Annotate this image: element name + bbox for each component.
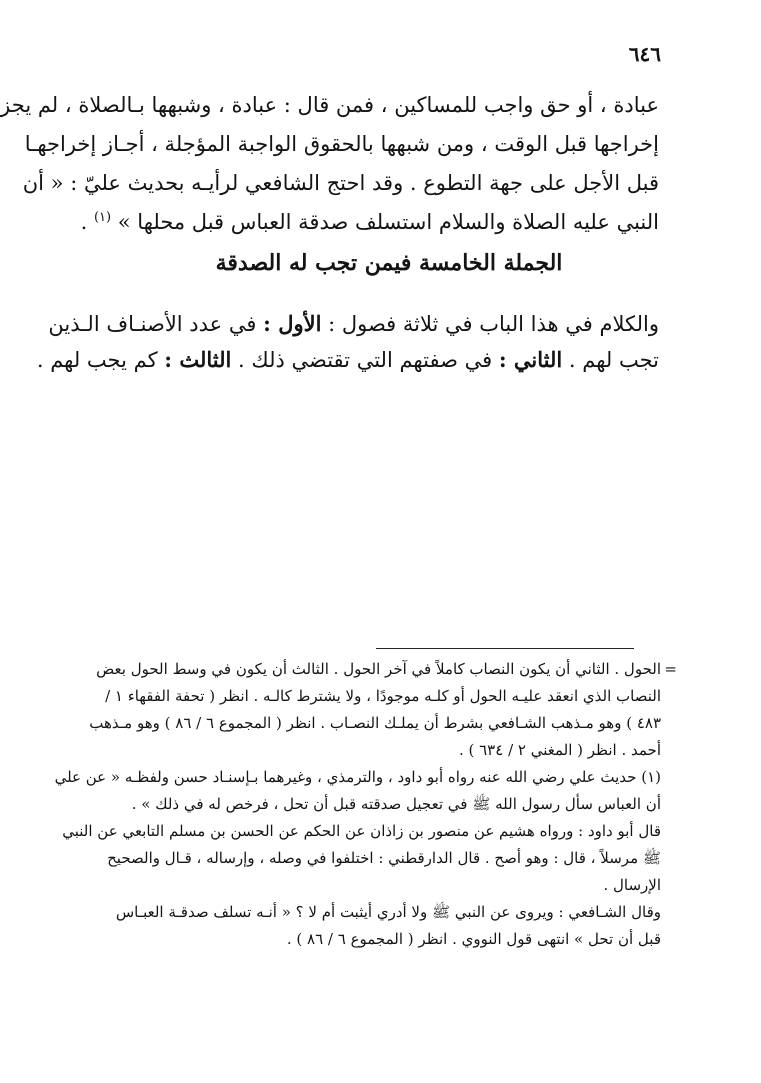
footnote-1-line-5: الإرسال .	[603, 876, 661, 894]
section-line-2-mid: في صفتهم التي تقتضي ذلك .	[238, 348, 493, 372]
footnote-1-line-7: قبل أن تحل » انتهى قول النووي . انظر ( المجموع ٦ / ٨٦ ) .	[286, 930, 661, 948]
section-line-2-suffix: كم يجب لهم .	[36, 348, 158, 372]
footnote-continuation-line-1: الحول . الثاني أن يكون النصاب كاملاً في آخر الحول . الثالث أن يكون في وسط الحول بعض	[96, 660, 661, 678]
section-paragraph	[36, 306, 659, 378]
footnotes	[54, 656, 677, 953]
continuation-mark: =	[664, 660, 677, 678]
footnote-1-line-1: (١) حديث علي رضي الله عنه رواه أبو داود ، والترمذي ، وغيرهما بـإسنـاد حسن ولفظـه « عن علي	[54, 768, 661, 786]
footnote-reference-1: (١)	[93, 210, 112, 225]
section-line-2-prefix: تجب لهم .	[568, 348, 659, 372]
footnote-1-line-6: وقال الشـافعي : ويروى عن النبي ﷺ ولا أدري أيثبت أم لا ؟ « أنـه تسلف صدقـة العبـاس	[115, 903, 661, 921]
main-line-4	[80, 203, 659, 242]
footnote-1-line-4: ﷺ مرسلاً ، قال : وهو أصح . قال الدارقطني : اختلفوا في وصله ، وإرساله ، قـال والصحيح	[107, 849, 661, 867]
section-line-1-prefix: والكلام في هذا الباب في ثلاثة فصول :	[328, 312, 659, 336]
footnote-1-line-3: قال أبو داود : ورواه هشيم عن منصور بن زاذان عن الحكم عن الحسن بن مسلم التابعي عن النبي	[62, 822, 661, 840]
main-line-2: إخراجها قبل الوقت ، ومن شبهها بالحقوق الواجبة المؤجلة ، أجـاز إخراجهـا	[24, 132, 659, 156]
chapter-label-third: الثالث :	[164, 347, 232, 372]
section-heading: الجملة الخامسة فيمن تجب له الصدقة	[215, 250, 563, 276]
chapter-label-first: الأول :	[263, 311, 322, 336]
section-line-2	[36, 342, 659, 378]
main-paragraph	[0, 86, 659, 242]
footnote-continuation-line-2: النصاب الذي انعقد عليـه الحول أو كلـه موجودًا ، ولا يشترط كالـه . انظر ( تحفة الفقهاء ١ /	[105, 687, 661, 705]
footnote-continuation	[89, 656, 677, 764]
section-line-1	[48, 306, 659, 342]
page-number: ٦٤٦	[628, 42, 661, 66]
section-line-1-suffix: في عدد الأصنـاف الـذين	[48, 312, 257, 336]
footnote-continuation-line-4: أحمد . انظر ( المغني ٢ / ٦٣٤ ) .	[458, 741, 661, 759]
main-line-4-text: النبي عليه الصلاة والسلام استسلف صدقة العباس قبل محلها »	[117, 210, 659, 234]
footnote-1-line-2: أن العباس سأل رسول الله ﷺ في تعجيل صدقته قبل أن تحل ، فرخص له في ذلك » .	[131, 795, 661, 813]
main-line-4-end: .	[80, 210, 94, 234]
chapter-label-second: الثاني :	[498, 347, 563, 372]
main-line-3: قبل الأجل على جهة التطوع . وقد احتج الشافعي لرأيـه بحديث عليّ : « أن	[22, 171, 659, 195]
footnote-continuation-line-3: ٤٨٣ ) وهو مـذهب الشـافعي بشرط أن يملـك النصـاب . انظر ( المجموع ٦ / ٨٦ ) وهو مـذهب	[89, 714, 661, 732]
footnote-1	[54, 764, 661, 953]
main-line-1: عبادة ، أو حق واجب للمساكين ، فمن قال : عبادة ، وشبهها بـالصلاة ، لم يجز	[0, 93, 659, 117]
footnote-divider	[376, 648, 634, 649]
